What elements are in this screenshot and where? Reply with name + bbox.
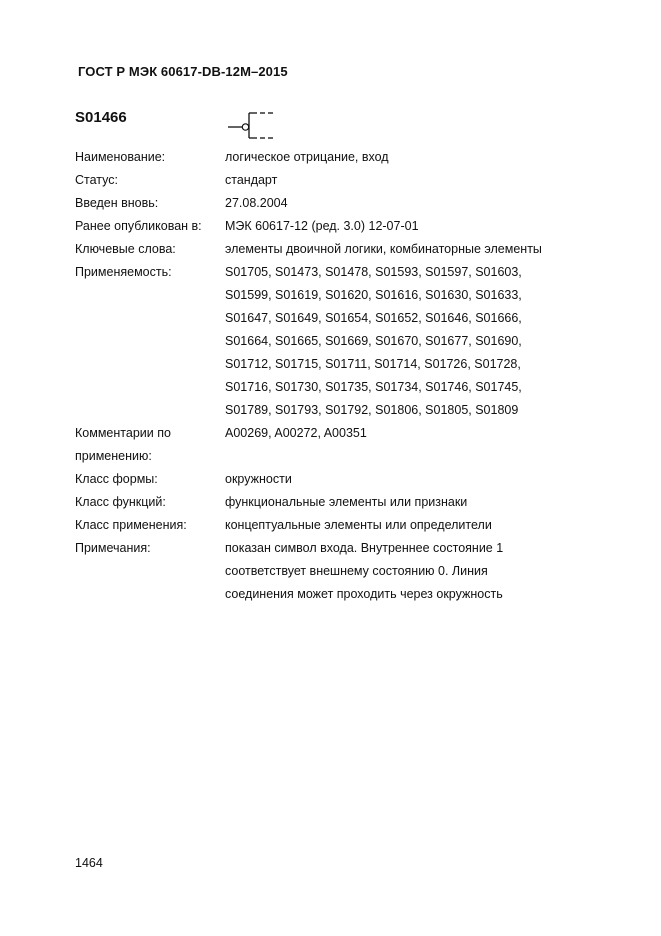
field-value: концептуальные элементы или определители — [225, 518, 492, 532]
field-value: элементы двоичной логики, комбинаторные элементы — [225, 242, 542, 256]
page-number: 1464 — [75, 856, 103, 870]
field-application-comments — [75, 422, 595, 468]
field-value: 27.08.2004 — [225, 196, 288, 210]
field-introduced — [75, 192, 595, 215]
field-value: стандарт — [225, 173, 278, 187]
field-label: Применяемость: — [75, 265, 172, 279]
field-keywords — [75, 238, 595, 261]
field-value: функциональные элементы или признаки — [225, 495, 468, 509]
field-label: Статус: — [75, 173, 118, 187]
field-name — [75, 146, 595, 169]
field-function-class — [75, 491, 595, 514]
field-label: Класс формы: — [75, 472, 158, 486]
field-label: Класс применения: — [75, 518, 187, 532]
field-shape-class — [75, 468, 595, 491]
field-value: S01705, S01473, S01478, S01593, S01597, S01603, S01599, S01619, S01620, S01616, S01630, S01633, S01647, S01649, S01654, S01652, S01646, S01666, S01664, S01665, S01669, S01670, S01677, S01690, S01712, S01715, S01711, S01714, S01726, S01728, S01716, S01730, S01735, S01734, S01746, S01745, S01789, S01793, S01792, S01806, S01805, S01809 — [225, 265, 522, 417]
field-label: Примечания: — [75, 541, 151, 555]
field-value: A00269, A00272, A00351 — [225, 426, 367, 440]
field-applicability — [75, 261, 595, 422]
logic-negation-input-symbol-icon — [226, 108, 286, 148]
field-label: Ранее опубликован в: — [75, 219, 202, 233]
field-value: показан символ входа. Внутреннее состояние 1 соответствует внешнему состоянию 0. Линия соединения может проходить через окружность — [225, 541, 504, 601]
symbol-code: S01466 — [75, 109, 127, 126]
field-previously-published — [75, 215, 595, 238]
field-label: Наименование: — [75, 150, 166, 164]
field-value: МЭК 60617-12 (ред. 3.0) 12-07-01 — [225, 219, 419, 233]
field-label: Класс функций: — [75, 495, 166, 509]
field-notes — [75, 537, 595, 606]
field-label: Ключевые слова: — [75, 242, 176, 256]
field-value: окружности — [225, 472, 292, 486]
field-label: Введен вновь: — [75, 196, 159, 210]
field-application-class — [75, 514, 595, 537]
field-status — [75, 169, 595, 192]
symbol-fields — [75, 146, 595, 606]
field-value: логическое отрицание, вход — [225, 150, 389, 164]
document-header: ГОСТ Р МЭК 60617-DB-12M–2015 — [78, 64, 288, 79]
field-label: Комментарии по применению: — [75, 426, 171, 463]
